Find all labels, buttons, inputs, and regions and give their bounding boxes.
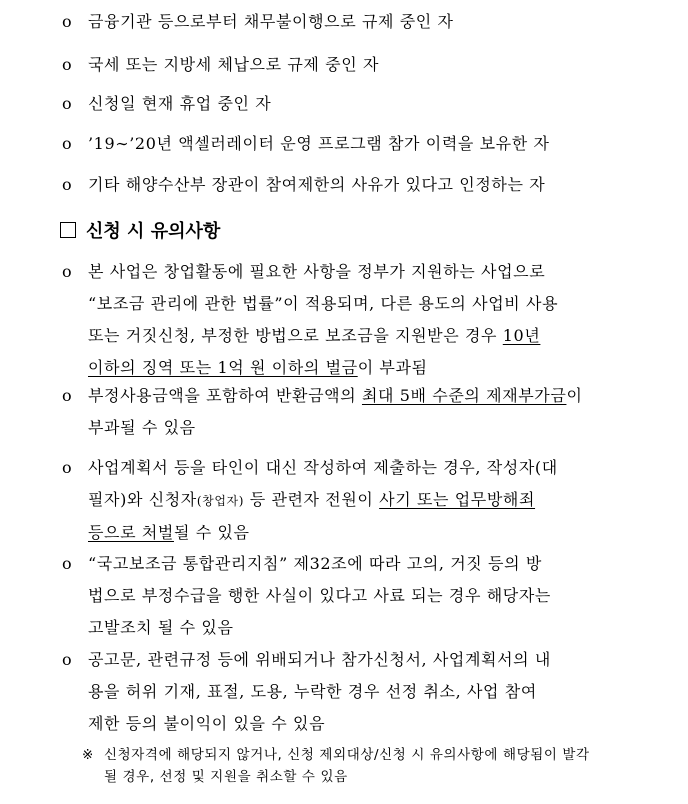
list-item — [62, 6, 622, 38]
item-text: 금융기관 등으로부터 채무불이행으로 규제 중인 자 — [88, 12, 454, 31]
notice-line: 부정사용금액을 포함하여 반환금액의 — [88, 386, 362, 405]
notice-line: 법으로 부정수급을 행한 사실이 있다고 사료 되는 경우 해당자는 — [88, 586, 551, 605]
footnote — [82, 744, 642, 788]
checkbox-square-icon — [60, 222, 76, 238]
notice-line: 이 — [566, 386, 583, 405]
notice-line: 필자)와 신청자 — [88, 490, 197, 509]
notice-item — [62, 452, 622, 549]
list-item — [62, 49, 622, 81]
item-text: ’19∼’20년 액셀러레이터 운영 프로그램 참가 이력을 보유한 자 — [88, 134, 550, 153]
notice-line: 사업계획서 등을 타인이 대신 작성하여 제출하는 경우, 작성자(대 — [88, 458, 558, 477]
notice-item — [62, 644, 622, 740]
bullet-marker: o — [62, 554, 72, 573]
list-item — [62, 169, 622, 201]
underlined-text: 최대 5배 수준의 제재부가금 — [361, 386, 567, 405]
underlined-text: 등으로 처벌 — [88, 523, 174, 542]
list-item — [62, 88, 622, 120]
footnote-line: 될 경우, 선정 및 지원을 취소할 수 있음 — [104, 769, 348, 785]
notice-line: 고발조치 될 수 있음 — [88, 618, 234, 637]
notice-item — [62, 548, 622, 644]
notice-item — [62, 380, 622, 444]
bullet-marker: o — [62, 386, 72, 405]
reference-mark-icon: ※ — [82, 747, 94, 763]
notice-line: 또는 거짓신청, 부정한 방법으로 보조금을 지원받은 경우 — [88, 326, 503, 345]
bullet-marker: o — [62, 12, 72, 31]
section-title: 신청 시 유의사항 — [86, 221, 221, 242]
notice-line: “보조금 관리에 관한 법률”이 적용되며, 다른 용도의 사업비 사용 — [88, 294, 559, 313]
underlined-text: 사기 또는 업무방해죄 — [379, 490, 536, 509]
list-item — [62, 128, 622, 160]
underlined-text: 10년 — [502, 326, 541, 345]
notice-item — [62, 256, 622, 384]
bullet-marker: o — [62, 55, 72, 74]
bullet-marker: o — [62, 262, 72, 281]
section-heading — [60, 218, 220, 246]
bullet-marker: o — [62, 650, 72, 669]
bullet-marker: o — [62, 134, 72, 153]
item-text: 기타 해양수산부 장관이 참여제한의 사유가 있다고 인정하는 자 — [88, 175, 546, 194]
notice-line: 될 수 있음 — [173, 523, 250, 542]
notice-line: 등 관련자 전원이 — [244, 490, 380, 509]
notice-line: 공고문, 관련규정 등에 위배되거나 참가신청서, 사업계획서의 내 — [88, 650, 551, 669]
bullet-marker: o — [62, 94, 72, 113]
underlined-text: 이하의 징역 또는 1억 원 이하의 벌금 — [88, 358, 358, 377]
notice-line: 이 부과됨 — [357, 358, 428, 377]
bullet-marker: o — [62, 458, 72, 477]
item-text: 국세 또는 지방세 체납으로 규제 중인 자 — [88, 55, 380, 74]
footnote-line: 신청자격에 해당되지 않거나, 신청 제외대상/신청 시 유의사항에 해당됨이 발각 — [104, 747, 590, 763]
notice-line: 제한 등의 불이익이 있을 수 있음 — [88, 714, 326, 733]
item-text: 신청일 현재 휴업 중인 자 — [88, 94, 272, 113]
notice-line: 본 사업은 창업활동에 필요한 사항을 정부가 지원하는 사업으로 — [88, 262, 546, 281]
notice-line: 용을 허위 기재, 표절, 도용, 누락한 경우 선정 취소, 사업 참여 — [88, 682, 537, 701]
notice-line: “국고보조금 통합관리지침” 제32조에 따라 고의, 거짓 등의 방 — [88, 554, 542, 573]
bullet-marker: o — [62, 175, 72, 194]
notice-line: 부과될 수 있음 — [88, 418, 196, 437]
small-text: (창업자) — [196, 494, 245, 508]
